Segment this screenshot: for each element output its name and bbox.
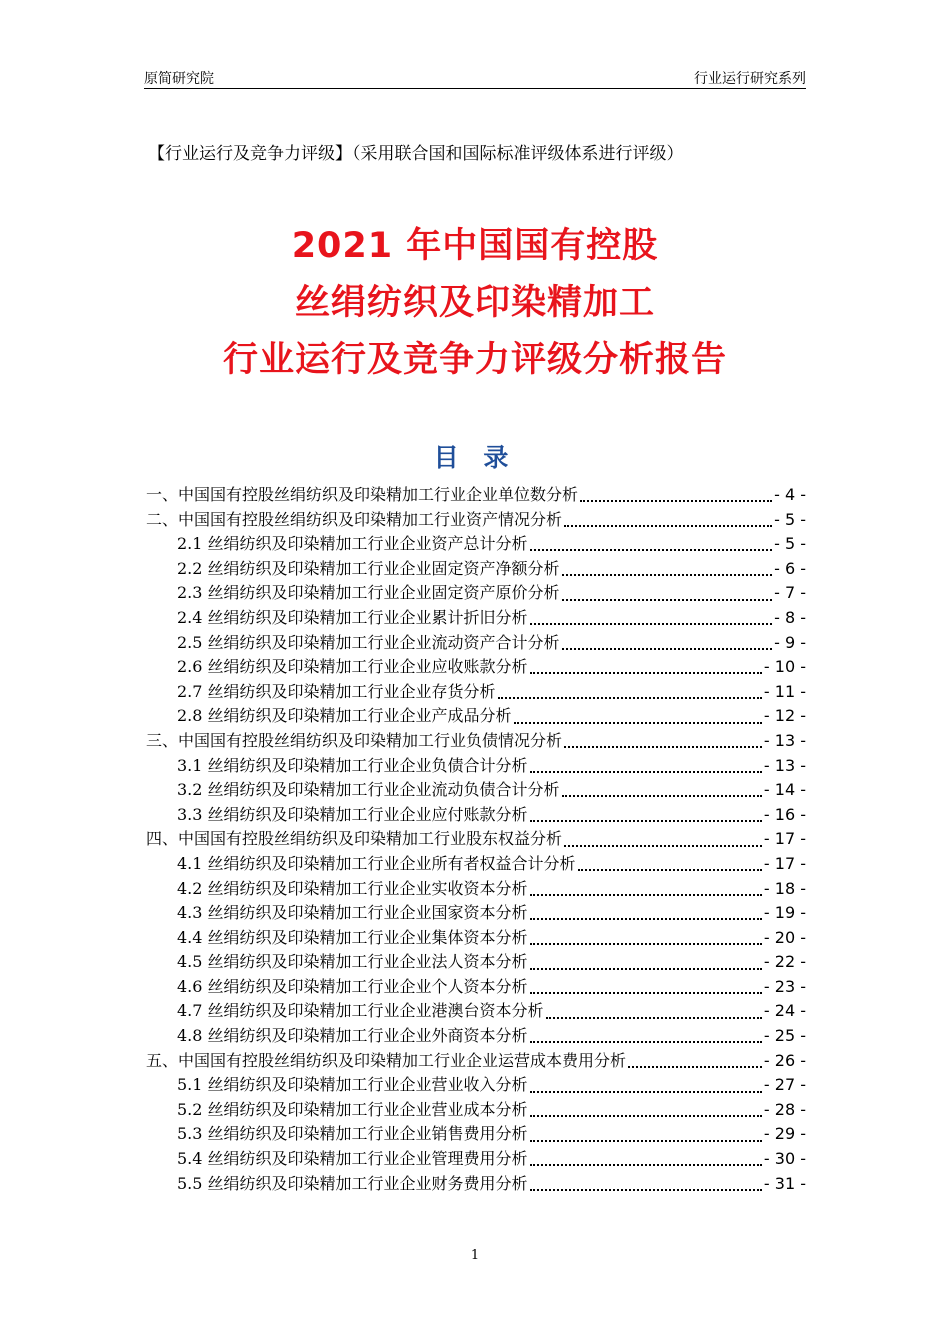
toc-leader-dots bbox=[530, 904, 762, 920]
page-header bbox=[144, 66, 806, 89]
toc-entry[interactable] bbox=[146, 483, 806, 508]
toc-entry-page: - 8 - bbox=[774, 607, 806, 627]
toc-leader-dots bbox=[530, 1175, 762, 1191]
toc-entry[interactable] bbox=[146, 975, 806, 1000]
toc-entry-title: 2.7 丝绢纺织及印染精加工行业企业存货分析 bbox=[177, 681, 496, 701]
toc-leader-dots bbox=[530, 880, 762, 896]
toc-entry-title: 二、中国国有控股丝绢纺织及印染精加工行业资产情况分析 bbox=[146, 509, 563, 529]
toc-entry-title: 4.1 丝绢纺织及印染精加工行业企业所有者权益合计分析 bbox=[177, 853, 576, 873]
toc-entry-page: - 26 - bbox=[763, 1050, 806, 1070]
title-line-3: 行业运行及竞争力评级分析报告 bbox=[222, 340, 727, 380]
toc-entry-title: 三、中国国有控股丝绢纺织及印染精加工行业负债情况分析 bbox=[146, 730, 563, 750]
toc-entry[interactable] bbox=[146, 1122, 806, 1147]
toc-leader-dots bbox=[562, 781, 762, 797]
toc-entry[interactable] bbox=[146, 680, 806, 705]
toc-entry-title: 2.1 丝绢纺织及印染精加工行业企业资产总计分析 bbox=[177, 534, 528, 554]
toc-entry[interactable] bbox=[146, 581, 806, 606]
toc-leader-dots bbox=[514, 708, 762, 724]
toc-entry-page: - 5 - bbox=[774, 534, 806, 554]
toc-entry-page: - 13 - bbox=[763, 730, 806, 750]
toc-entry-title: 5.1 丝绢纺织及印染精加工行业企业营业收入分析 bbox=[177, 1075, 528, 1095]
toc-entry-title: 4.7 丝绢纺织及印染精加工行业企业港澳台资本分析 bbox=[177, 1001, 544, 1021]
toc-entry[interactable] bbox=[146, 1172, 806, 1197]
rating-subtitle: 【行业运行及竞争力评级】（采用联合国和国际标准评级体系进行评级） bbox=[148, 144, 684, 164]
toc-leader-dots bbox=[530, 757, 762, 773]
toc-entry-title: 4.8 丝绢纺织及印染精加工行业企业外商资本分析 bbox=[177, 1026, 528, 1046]
toc-entry-title: 3.1 丝绢纺织及印染精加工行业企业负债合计分析 bbox=[177, 755, 528, 775]
toc-entry-page: - 6 - bbox=[774, 558, 806, 578]
toc-entry-page: - 18 - bbox=[763, 878, 806, 898]
toc-entry-page: - 17 - bbox=[763, 829, 806, 849]
toc-entry[interactable] bbox=[146, 606, 806, 631]
toc-entry[interactable] bbox=[146, 1024, 806, 1049]
toc-entry[interactable] bbox=[146, 999, 806, 1024]
toc-entry-page: - 25 - bbox=[763, 1026, 806, 1046]
toc-entry-page: - 22 - bbox=[763, 952, 806, 972]
toc-heading: 目 录 bbox=[433, 443, 517, 472]
toc-entry-page: - 17 - bbox=[763, 853, 806, 873]
toc-entry[interactable] bbox=[146, 926, 806, 951]
toc-leader-dots bbox=[564, 732, 762, 748]
toc-entry-title: 3.3 丝绢纺织及印染精加工行业企业应付账款分析 bbox=[177, 804, 528, 824]
toc-entry-page: - 24 - bbox=[763, 1001, 806, 1021]
toc-entry-page: - 4 - bbox=[774, 485, 806, 504]
toc-leader-dots bbox=[628, 1052, 762, 1068]
toc-entry-title: 4.5 丝绢纺织及印染精加工行业企业法人资本分析 bbox=[177, 952, 528, 972]
toc-entry[interactable] bbox=[146, 852, 806, 877]
page-number: 1 bbox=[470, 1248, 480, 1263]
toc-entry-title: 4.6 丝绢纺织及印染精加工行业企业个人资本分析 bbox=[177, 976, 528, 996]
toc-entry-page: - 14 - bbox=[763, 780, 806, 800]
toc-leader-dots bbox=[564, 831, 762, 847]
toc-entry[interactable] bbox=[146, 877, 806, 902]
toc-entry-title: 2.8 丝绢纺织及印染精加工行业企业产成品分析 bbox=[177, 706, 512, 726]
toc-entry-title: 3.2 丝绢纺织及印染精加工行业企业流动负债合计分析 bbox=[177, 780, 560, 800]
toc-entry[interactable] bbox=[146, 729, 806, 754]
toc-leader-dots bbox=[530, 1077, 762, 1093]
toc-entry-page: - 28 - bbox=[763, 1099, 806, 1119]
title-line-1: 2021 年中国国有控股 bbox=[291, 226, 659, 266]
toc-entry[interactable] bbox=[146, 754, 806, 779]
toc-entry[interactable] bbox=[146, 557, 806, 582]
toc-leader-dots bbox=[530, 1126, 762, 1142]
toc-entry-title: 4.4 丝绢纺织及印染精加工行业企业集体资本分析 bbox=[177, 927, 528, 947]
toc-entry-page: - 20 - bbox=[763, 927, 806, 947]
toc-leader-dots bbox=[530, 609, 773, 625]
toc-entry-page: - 10 - bbox=[763, 657, 806, 677]
toc-entry-page: - 7 - bbox=[774, 583, 806, 603]
toc-leader-dots bbox=[530, 929, 762, 945]
toc-leader-dots bbox=[530, 1101, 762, 1117]
toc-entry-title: 2.2 丝绢纺织及印染精加工行业企业固定资产净额分析 bbox=[177, 558, 560, 578]
toc-entry-page: - 13 - bbox=[763, 755, 806, 775]
toc-entry-page: - 31 - bbox=[763, 1173, 806, 1193]
toc-entry[interactable] bbox=[146, 1049, 806, 1074]
toc-entry[interactable] bbox=[146, 950, 806, 975]
toc-entry-title: 5.5 丝绢纺织及印染精加工行业企业财务费用分析 bbox=[177, 1173, 528, 1193]
toc-entry-page: - 16 - bbox=[763, 804, 806, 824]
toc-entry[interactable] bbox=[146, 778, 806, 803]
toc-entry-page: - 30 - bbox=[763, 1149, 806, 1169]
toc-entry-title: 2.4 丝绢纺织及印染精加工行业企业累计折旧分析 bbox=[177, 607, 528, 627]
title-line-2: 丝绢纺织及印染精加工 bbox=[294, 283, 655, 323]
toc-entry-title: 一、中国国有控股丝绢纺织及印染精加工行业企业单位数分析 bbox=[146, 485, 579, 504]
toc-leader-dots bbox=[562, 585, 773, 601]
toc-leader-dots bbox=[562, 560, 773, 576]
toc-leader-dots bbox=[562, 634, 773, 650]
toc-entry-page: - 11 - bbox=[763, 681, 806, 701]
toc-entry-title: 4.2 丝绢纺织及印染精加工行业企业实收资本分析 bbox=[177, 878, 528, 898]
toc-entry-page: - 29 - bbox=[763, 1124, 806, 1144]
toc-entry-page: - 5 - bbox=[774, 509, 806, 529]
toc-entry[interactable] bbox=[146, 508, 806, 533]
toc-leader-dots bbox=[530, 1150, 762, 1166]
toc-entry-title: 5.4 丝绢纺织及印染精加工行业企业管理费用分析 bbox=[177, 1149, 528, 1169]
toc-entry-page: - 12 - bbox=[763, 706, 806, 726]
toc-entry-title: 5.2 丝绢纺织及印染精加工行业企业营业成本分析 bbox=[177, 1099, 528, 1119]
toc-entry[interactable] bbox=[146, 827, 806, 852]
header-left-text: 原简研究院 bbox=[144, 71, 214, 87]
toc-entry-page: - 27 - bbox=[763, 1075, 806, 1095]
toc-leader-dots bbox=[530, 806, 762, 822]
toc-entry[interactable] bbox=[146, 631, 806, 656]
toc-leader-dots bbox=[530, 535, 773, 551]
toc-leader-dots bbox=[564, 511, 772, 527]
header-right-text: 行业运行研究系列 bbox=[694, 71, 806, 87]
toc-entry[interactable] bbox=[146, 901, 806, 926]
toc-leader-dots bbox=[578, 855, 762, 871]
toc-leader-dots bbox=[530, 658, 762, 674]
toc-entry-title: 2.3 丝绢纺织及印染精加工行业企业固定资产原价分析 bbox=[177, 583, 560, 603]
toc-entry[interactable] bbox=[146, 803, 806, 828]
table-of-contents bbox=[146, 483, 806, 1196]
toc-entry-title: 5.3 丝绢纺织及印染精加工行业企业销售费用分析 bbox=[177, 1124, 528, 1144]
toc-leader-dots bbox=[530, 954, 762, 970]
toc-leader-dots bbox=[546, 1003, 762, 1019]
report-title bbox=[0, 218, 950, 389]
toc-entry[interactable] bbox=[146, 1098, 806, 1123]
toc-entry[interactable] bbox=[146, 1147, 806, 1172]
toc-entry-page: - 9 - bbox=[774, 632, 806, 652]
toc-leader-dots bbox=[498, 683, 762, 699]
toc-entry-title: 四、中国国有控股丝绢纺织及印染精加工行业股东权益分析 bbox=[146, 829, 563, 849]
toc-leader-dots bbox=[580, 486, 772, 502]
toc-entry[interactable] bbox=[146, 1073, 806, 1098]
toc-entry-title: 五、中国国有控股丝绢纺织及印染精加工行业企业运营成本费用分析 bbox=[146, 1050, 627, 1070]
toc-leader-dots bbox=[530, 978, 762, 994]
toc-leader-dots bbox=[530, 1027, 762, 1043]
toc-entry-title: 2.6 丝绢纺织及印染精加工行业企业应收账款分析 bbox=[177, 657, 528, 677]
toc-entry-title: 4.3 丝绢纺织及印染精加工行业企业国家资本分析 bbox=[177, 903, 528, 923]
toc-entry[interactable] bbox=[146, 655, 806, 680]
toc-entry-title: 2.5 丝绢纺织及印染精加工行业企业流动资产合计分析 bbox=[177, 632, 560, 652]
toc-entry-page: - 19 - bbox=[763, 903, 806, 923]
toc-entry[interactable] bbox=[146, 704, 806, 729]
toc-entry[interactable] bbox=[146, 532, 806, 557]
toc-entry-page: - 23 - bbox=[763, 976, 806, 996]
